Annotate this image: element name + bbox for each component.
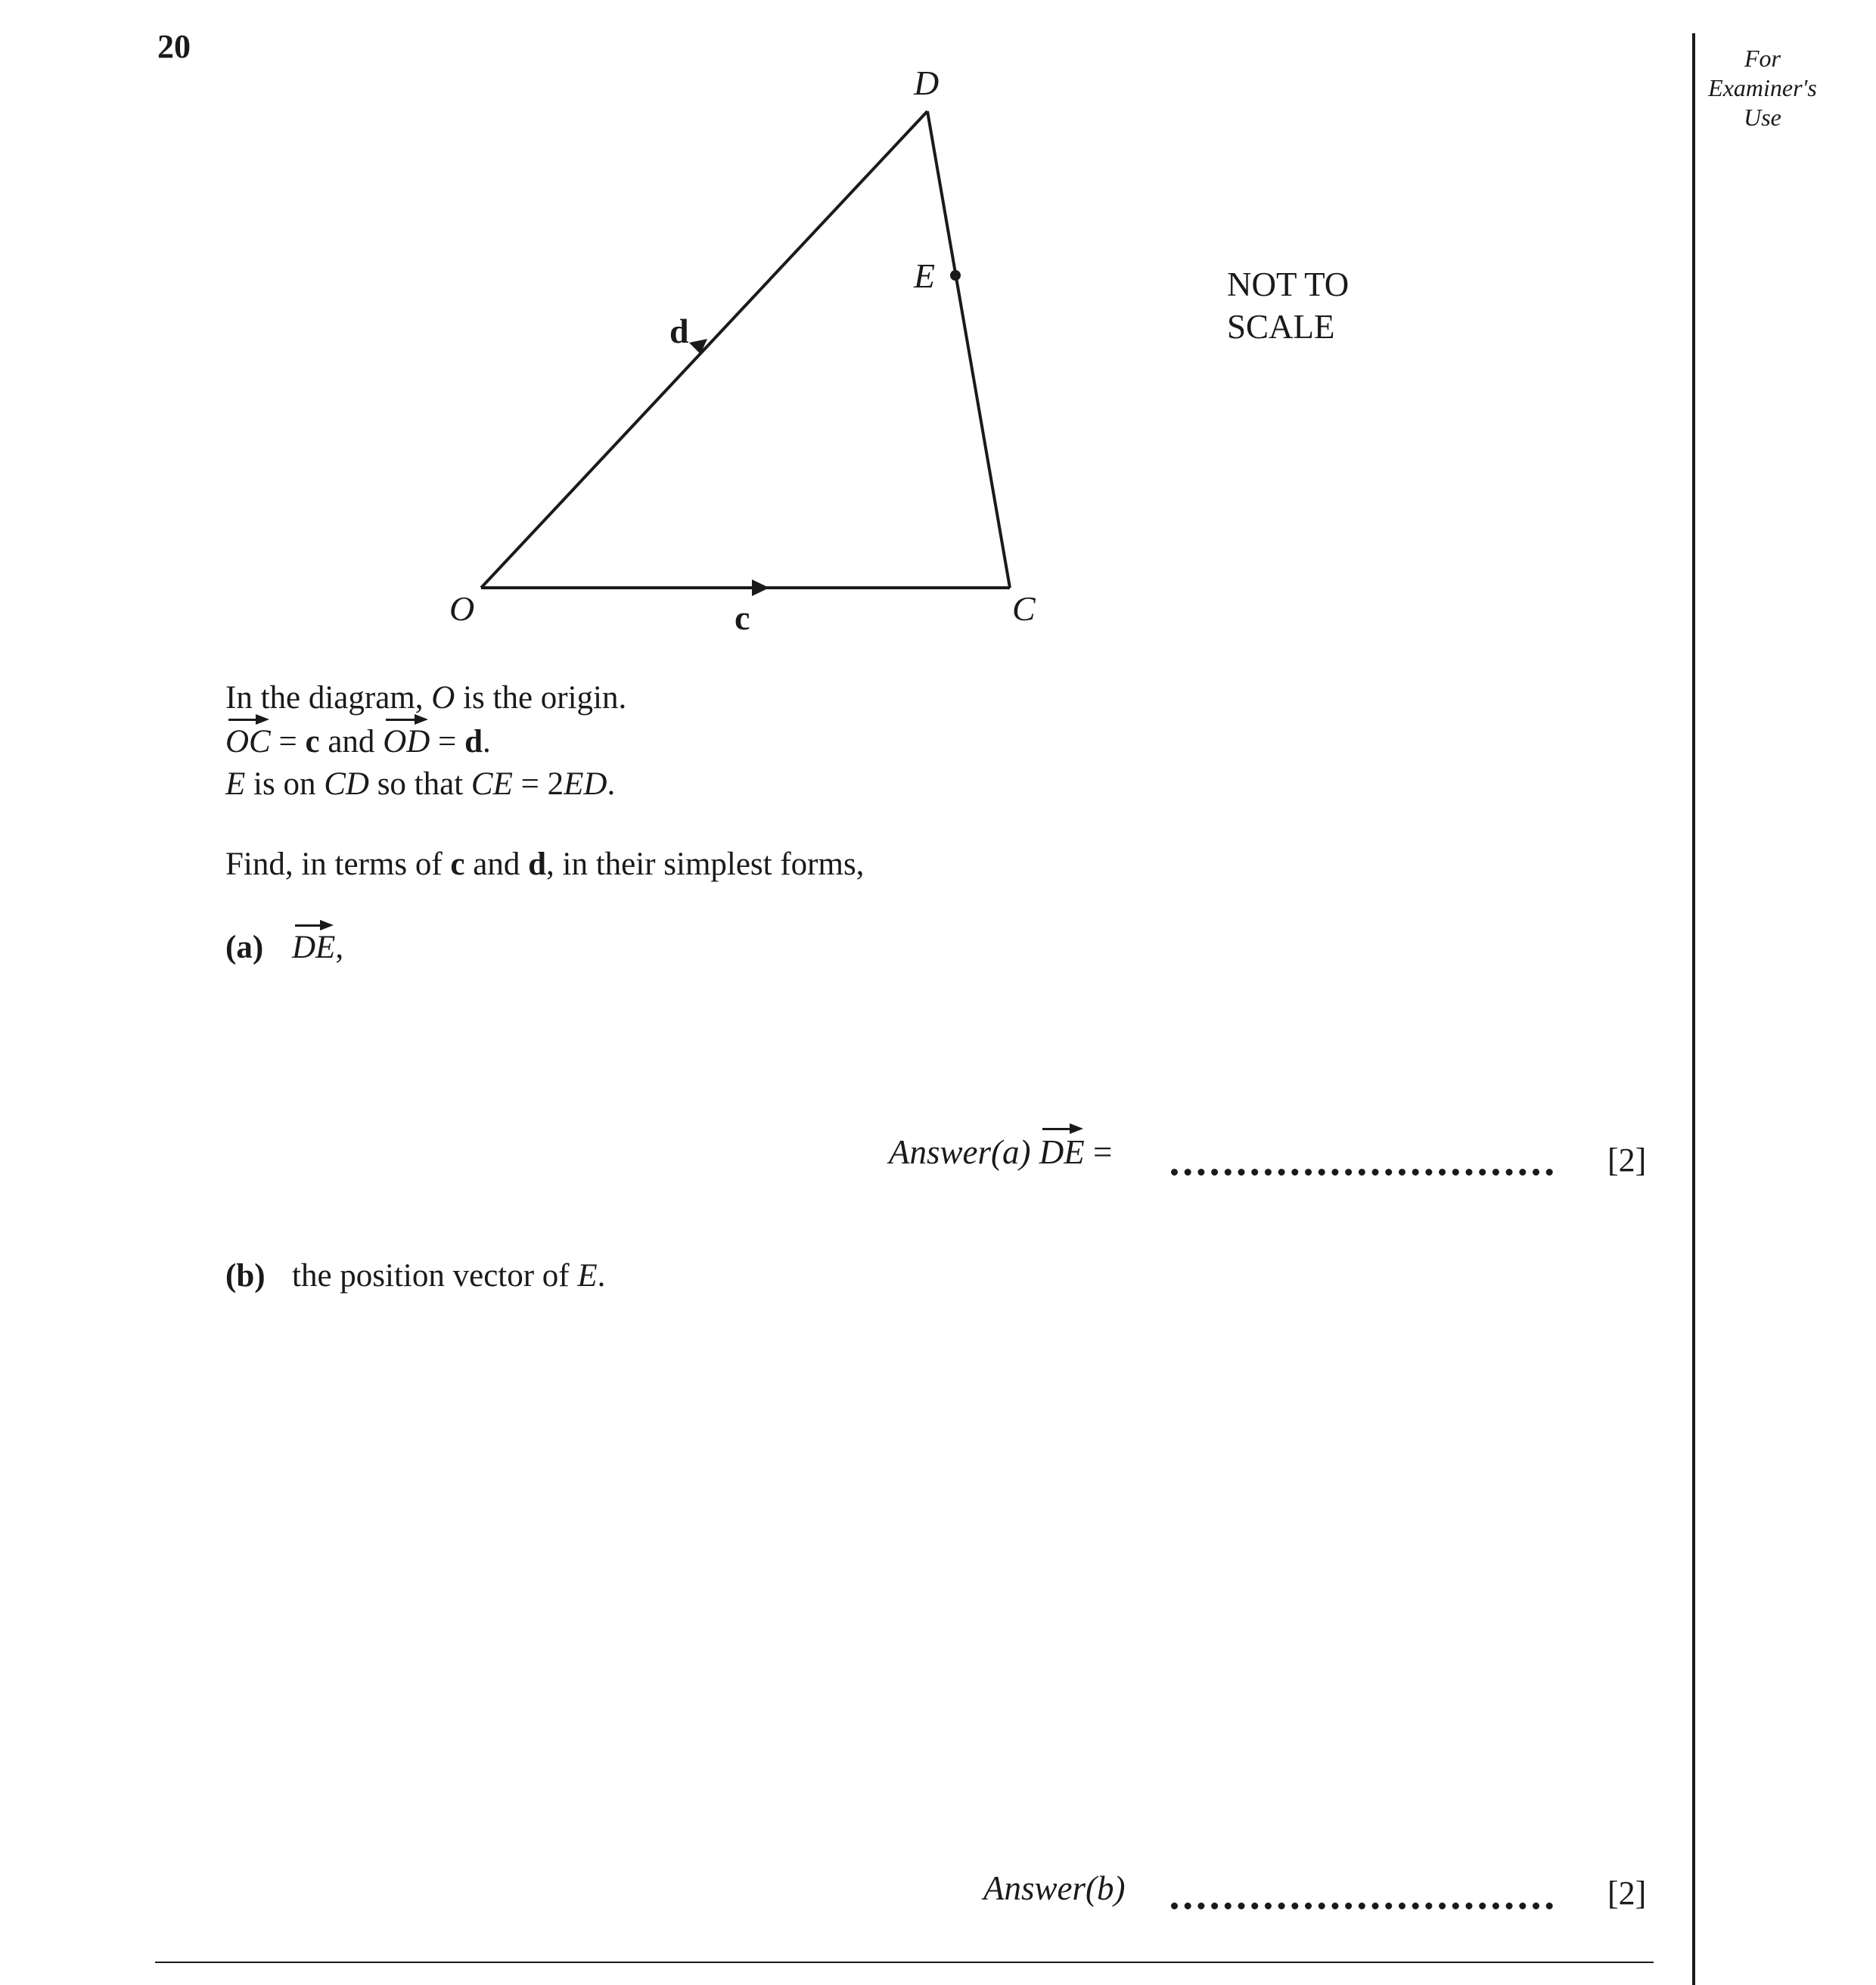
text-E: E: [225, 766, 246, 802]
answer-a-equals: =: [1084, 1133, 1113, 1171]
answer-b-field[interactable]: [1171, 1903, 1553, 1909]
bold-c: c: [305, 724, 320, 760]
not-to-scale-line-2: SCALE: [1227, 308, 1335, 346]
label-C: C: [1012, 589, 1036, 628]
label-vector-c: c: [735, 598, 750, 637]
text-fragment: = 2: [512, 766, 564, 802]
text-fragment: .: [482, 724, 491, 760]
text-fragment: , in their simplest forms,: [546, 846, 865, 882]
text-E: E: [577, 1258, 598, 1294]
label-vector-d: d: [669, 312, 689, 350]
side-DC: [927, 111, 1010, 588]
vector-DE: DE: [292, 930, 336, 965]
part-b-label: (b): [225, 1258, 266, 1294]
text-fragment: is the origin.: [455, 680, 627, 716]
text-fragment: =: [430, 724, 465, 760]
vector-OD: OD: [383, 724, 430, 760]
label-O: O: [449, 589, 475, 628]
text-ED: ED: [564, 766, 607, 802]
part-b-question: [225, 1257, 605, 1294]
not-to-scale-note: [1227, 263, 1349, 348]
text-fragment: the position vector of: [292, 1258, 578, 1294]
answer-b-label: Answer(b): [983, 1869, 1126, 1907]
point-E: [950, 270, 961, 281]
examiner-line-1: For: [1744, 45, 1781, 72]
instruction-line: [225, 846, 864, 883]
answer-a-label: [889, 1132, 1112, 1172]
arrowhead-d: [689, 339, 707, 354]
part-a-label: (a): [225, 930, 264, 965]
question-number: 20: [157, 28, 191, 65]
examiner-use-label: [1698, 44, 1827, 132]
examiner-line-2: Examiner's: [1708, 74, 1817, 101]
page-bottom-rule: [155, 1962, 1654, 1963]
part-a-question: [225, 929, 343, 966]
part-a-marks: [2]: [1607, 1142, 1647, 1179]
text-fragment: In the diagram,: [225, 680, 432, 716]
text-fragment: ,: [335, 930, 344, 965]
arrowhead-c: [752, 579, 769, 596]
text-fragment: Find, in terms of: [225, 846, 451, 882]
triangle-diagram: [424, 61, 1104, 651]
text-O: O: [431, 680, 455, 716]
intro-line-1: [225, 679, 626, 716]
bold-d: d: [528, 846, 547, 882]
text-fragment: .: [607, 766, 616, 802]
bold-c: c: [450, 846, 465, 882]
bold-d: d: [464, 724, 483, 760]
label-D: D: [914, 64, 940, 102]
label-E: E: [914, 256, 936, 295]
text-fragment: .: [597, 1258, 606, 1294]
text-fragment: and: [464, 846, 529, 882]
text-fragment: so that: [368, 766, 471, 802]
side-OD: [481, 111, 927, 588]
text-fragment: =: [270, 724, 306, 760]
part-b-marks: [2]: [1607, 1875, 1647, 1912]
text-fragment: and: [319, 724, 384, 760]
not-to-scale-line-1: NOT TO: [1227, 266, 1350, 303]
text-CD: CD: [324, 766, 369, 802]
intro-line-3: [225, 766, 615, 803]
answer-a-vector-DE: DE: [1039, 1133, 1085, 1171]
text-CE: CE: [471, 766, 513, 802]
answer-a-text: Answer(a): [889, 1133, 1039, 1171]
answer-a-field[interactable]: [1171, 1169, 1553, 1176]
examiner-margin-line: [1692, 33, 1695, 1985]
examiner-line-3: Use: [1744, 104, 1781, 131]
text-fragment: is on: [245, 766, 325, 802]
vector-OC: OC: [225, 724, 271, 760]
intro-line-2: [225, 723, 491, 760]
